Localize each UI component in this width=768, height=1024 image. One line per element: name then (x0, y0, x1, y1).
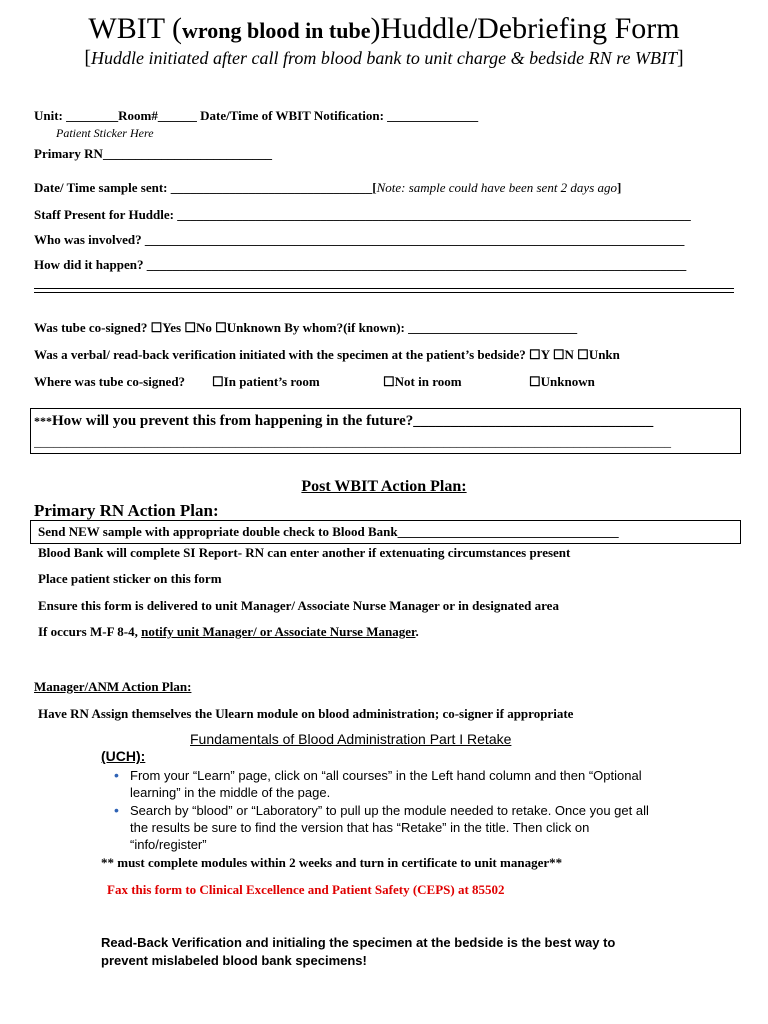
manager-plan-header: Manager/ANM Action Plan: (34, 679, 192, 694)
patient-sticker-label: Patient Sticker Here (56, 126, 154, 140)
closing-statement-line2: prevent mislabeled blood bank specimens! (101, 953, 367, 968)
plan-item-si-report: Blood Bank will complete SI Report- RN can enter another if extenuating circumstances present (38, 545, 571, 560)
post-wbit-header: Post WBIT Action Plan: (301, 478, 467, 495)
list-item: • Search by “blood” or “Laboratory” to pull up the module needed to retake. Once you get all the results be sure to find the version that has “Retake” in the title. Then click on “info/register” (98, 802, 658, 853)
plan-item-sticker: Place patient sticker on this form (38, 571, 222, 586)
primary-rn-field[interactable]: Primary RN__________________________ (34, 146, 272, 161)
where-cosigned-label: Where was tube co-signed? (34, 374, 186, 389)
divider-line-top (34, 288, 734, 289)
form-subtitle: [Huddle initiated after call from blood bank to unit charge & bedside RN re WBIT] (84, 47, 684, 69)
manager-plan-item: Have RN Assign themselves the Ulearn module on blood administration; co-signer if appropriate (38, 706, 574, 721)
plan-item-notify: If occurs M-F 8-4, notify unit Manager/ or Associate Nurse Manager. (38, 624, 419, 639)
date-sample-sent-field[interactable]: Date/ Time sample sent: _______________________________[Note: sample could have been sent 2 days ago] (34, 180, 622, 195)
checkbox-in-room[interactable]: ☐In patient’s room (212, 374, 320, 389)
closing-statement-line1: Read-Back Verification and initialing the specimen at the bedside is the best way to (101, 935, 616, 950)
divider-line-bottom (34, 292, 734, 293)
tube-cosigned-question[interactable]: Was tube co-signed? ☐Yes ☐No ☐Unknown By whom?(if known): __________________________ (34, 320, 578, 335)
checkbox-not-in-room[interactable]: ☐Not in room (383, 374, 462, 389)
list-item: • From your “Learn” page, click on “all courses” in the Left hand column and then “Optional learning” in the middle of the page. (98, 767, 658, 801)
plan-item-deliver-form: Ensure this form is delivered to unit Manager/ Associate Nurse Manager or in designated area (38, 598, 559, 613)
plan-item-send-sample[interactable]: Send NEW sample with appropriate double check to Blood Bank__________________________________ (38, 524, 619, 539)
module-instructions-list (98, 767, 658, 854)
how-happened-field[interactable]: How did it happen? ___________________________________________________________________________________ (34, 257, 687, 272)
form-title: WBIT (wrong blood in tube)Huddle/Debriefing Form (88, 12, 680, 45)
prevention-answer-line[interactable]: __________________________________________________________________________________________________ (34, 434, 671, 449)
verbal-readback-question[interactable]: Was a verbal/ read-back verification initiated with the specimen at the patient’s bedside? ☐Y ☐N ☐Unkn (34, 347, 620, 362)
module-title: Fundamentals of Blood Administration Part I Retake (190, 731, 512, 747)
staff-present-field[interactable]: Staff Present for Huddle: _______________________________________________________________________________ (34, 207, 691, 222)
checkbox-unknown[interactable]: ☐Unknown (529, 374, 595, 389)
who-involved-field[interactable]: Who was involved? ___________________________________________________________________________________ (34, 232, 685, 247)
unit-room-notification-field[interactable]: Unit: ________Room#______ Date/Time of WBIT Notification: ______________ (34, 108, 479, 123)
module-uch-label: (UCH): (101, 748, 146, 764)
prevention-question[interactable]: ***How will you prevent this from happening in the future?________________________________ (34, 413, 654, 429)
fax-instruction: Fax this form to Clinical Excellence and Patient Safety (CEPS) at 85502 (107, 882, 505, 897)
primary-rn-plan-header: Primary RN Action Plan: (34, 501, 219, 520)
module-deadline-note: ** must complete modules within 2 weeks and turn in certificate to unit manager** (101, 855, 563, 870)
